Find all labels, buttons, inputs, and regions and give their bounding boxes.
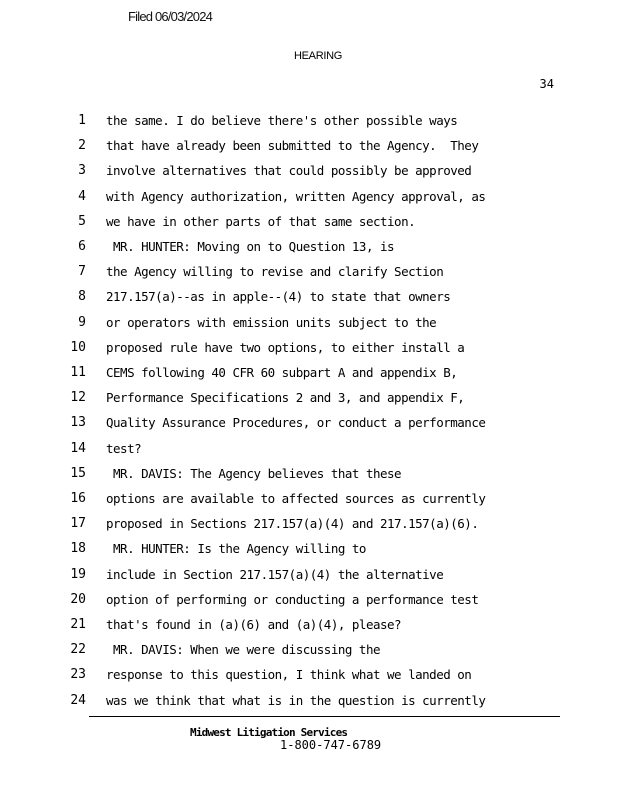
transcript-line (0, 562, 618, 587)
transcript-line (0, 184, 618, 209)
line-number: 11 (70, 365, 86, 380)
line-number: 1 (78, 113, 86, 128)
line-text: Quality Assurance Procedures, or conduct a performance (106, 415, 486, 431)
transcript-line (0, 259, 618, 284)
line-number: 8 (78, 289, 86, 305)
line-text: test? (106, 440, 142, 456)
page-number: 34 (539, 77, 554, 91)
transcript-line (0, 536, 618, 561)
transcript-line (0, 637, 618, 662)
transcript-line (0, 511, 618, 536)
transcript-line (0, 284, 618, 309)
line-text: Performance Specifications 2 and 3, and appendix F, (106, 390, 465, 406)
transcript-line (0, 486, 618, 511)
transcript-line (0, 688, 618, 713)
line-number: 17 (70, 516, 86, 532)
line-number: 2 (78, 138, 86, 154)
line-number: 7 (78, 264, 86, 280)
line-number: 23 (70, 667, 86, 683)
line-text: MR. HUNTER: Is the Agency willing to (106, 541, 366, 557)
line-text: with Agency authorization, written Agency approval, as (106, 188, 486, 204)
line-text: involve alternatives that could possibly be approved (106, 163, 472, 179)
line-text: MR. HUNTER: Moving on to Question 13, is (106, 239, 395, 254)
line-text: the same. I do believe there's other possible ways (106, 113, 458, 128)
transcript-line (0, 385, 618, 410)
line-number: 16 (70, 491, 86, 506)
line-text: response to this question, I think what we landed on (106, 667, 472, 683)
transcript-line (0, 612, 618, 637)
line-number: 20 (70, 591, 86, 607)
line-text: proposed rule have two options, to either install a (106, 339, 465, 355)
footer-divider (89, 716, 560, 717)
transcript-line (0, 209, 618, 234)
line-number: 13 (70, 415, 86, 431)
line-number: 22 (70, 642, 86, 658)
line-text: MR. DAVIS: When we were discussing the (106, 642, 380, 658)
line-text: CEMS following 40 CFR 60 subpart A and appendix B, (106, 365, 458, 380)
transcript-line (0, 360, 618, 385)
line-text: proposed in Sections 217.157(a)(4) and 217.157(a)(6). (106, 516, 479, 532)
line-number: 19 (70, 566, 86, 582)
line-number: 21 (70, 617, 86, 632)
line-number: 10 (70, 339, 86, 355)
line-text: MR. DAVIS: The Agency believes that these (106, 465, 402, 481)
footer-phone: 1-800-747-6789 (280, 738, 382, 752)
line-text: the Agency willing to revise and clarify Section (106, 264, 444, 280)
line-text: 217.157(a)--as in apple--(4) to state that owners (106, 289, 451, 305)
line-number: 18 (70, 541, 86, 557)
line-text: was we think that what is in the question is currently (106, 692, 486, 708)
transcript-line (0, 436, 618, 461)
document-title: HEARING (293, 50, 343, 62)
transcript-line (0, 310, 618, 335)
line-number: 4 (78, 188, 86, 204)
line-text: that have already been submitted to the Agency. They (106, 138, 479, 154)
footer-company: Midwest Litigation Services (190, 726, 348, 739)
line-text: or operators with emission units subject to the (106, 314, 437, 330)
transcript-line (0, 108, 618, 133)
line-text: that's found in (a)(6) and (a)(4), please? (106, 617, 402, 632)
line-text: option of performing or conducting a performance test (106, 591, 479, 607)
line-text: we have in other parts of that same section. (106, 213, 416, 229)
transcript-line (0, 662, 618, 687)
transcript-line (0, 133, 618, 158)
line-number: 9 (78, 314, 86, 330)
line-number: 24 (70, 692, 86, 708)
filed-date-header: Filed 06/03/2024 (128, 9, 213, 24)
line-number: 12 (70, 390, 86, 406)
transcript-line (0, 410, 618, 435)
line-text: options are available to affected sources as currently (106, 491, 486, 506)
transcript-line (0, 234, 618, 259)
transcript-line (0, 158, 618, 183)
line-number: 6 (78, 239, 86, 254)
transcript-line (0, 335, 618, 360)
line-text: include in Section 217.157(a)(4) the alternative (106, 566, 444, 582)
line-number: 3 (78, 163, 86, 179)
line-number: 15 (70, 465, 86, 481)
transcript-line (0, 461, 618, 486)
line-number: 5 (78, 213, 86, 229)
transcript-line (0, 587, 618, 612)
line-number: 14 (70, 440, 86, 456)
